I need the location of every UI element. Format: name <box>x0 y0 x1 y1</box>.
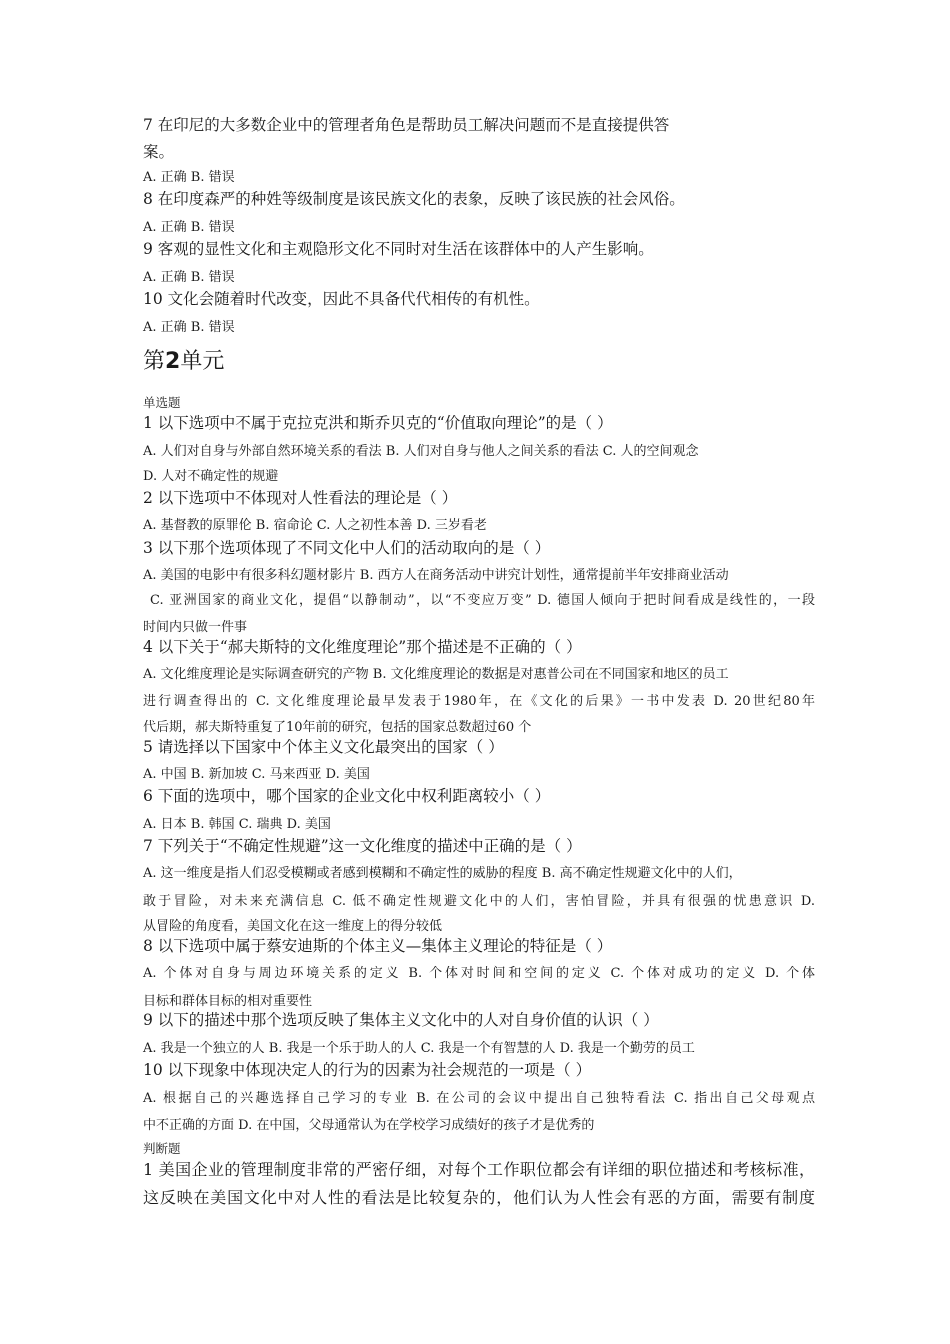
sc-question-4-options-line: 进行调查得出的 C. 文化维度理论最早发表于1980年，在《文化的后果》一书中发表 D. 20世纪80年 <box>143 694 815 709</box>
sc-question-8-options-line: A. 个体对自身与周边环境关系的定义 B. 个体对时间和空间的定义 C. 个体对成功的定义 D. 个体 <box>143 966 815 981</box>
judgement-label: 判断题 <box>143 1141 181 1156</box>
sc-question-7-options-line: 从冒险的角度看，美国文化在这一维度上的得分较低 <box>143 919 443 934</box>
single-choice-label: 单选题 <box>143 395 181 410</box>
unit1-question-9-options: A. 正确 B. 错误 <box>143 270 235 285</box>
sc-question-1-options-line: A. 人们对自身与外部自然环境关系的看法 B. 人们对自身与他人之间关系的看法 C. 人的空间观念 <box>143 444 699 459</box>
unit1-question-9: 9 客观的显性文化和主观隐形文化不同时对生活在该群体中的人产生影响。 <box>143 240 654 258</box>
sc-question-3: 3 以下那个选项体现了不同文化中人们的活动取向的是（ ） <box>143 539 551 557</box>
sc-question-4: 4 以下关于“郝夫斯特的文化维度理论”那个描述是不正确的（ ） <box>143 638 582 656</box>
sc-question-6: 6 下面的选项中，哪个国家的企业文化中权利距离较小（ ） <box>143 787 551 805</box>
sc-question-4-options-line: A. 文化维度理论是实际调查研究的产物 B. 文化维度理论的数据是对惠普公司在不同国家和地区的员工 <box>143 667 729 682</box>
sc-question-9-options-line: A. 我是一个独立的人 B. 我是一个乐于助人的人 C. 我是一个有智慧的人 D. 我是一个勤劳的员工 <box>143 1041 695 1056</box>
sc-question-7: 7 下列关于“不确定性规避”这一文化维度的描述中正确的是（ ） <box>143 837 582 855</box>
unit1-question-7: 7 在印尼的大多数企业中的管理者角色是帮助员工解决问题而不是直接提供答 <box>143 116 670 134</box>
judgement-question-1: 1 美国企业的管理制度非常的严密仔细，对每个工作职位都会有详细的职位描述和考核标准， <box>143 1160 815 1179</box>
unit2-heading: 第2单元 <box>143 349 225 374</box>
sc-question-8: 8 以下选项中属于蔡安迪斯的个体主义—集体主义理论的特征是（ ） <box>143 937 613 955</box>
unit1-question-7-cont: 案。 <box>143 143 175 161</box>
judgement-question-1-cont: 这反映在美国文化中对人性的看法是比较复杂的，他们认为人性会有恶的方面，需要有制度 <box>143 1188 815 1207</box>
unit1-question-8-options: A. 正确 B. 错误 <box>143 220 235 235</box>
sc-question-4-options-line: 代后期，郝夫斯特重复了10年前的研究，包括的国家总数超过60 个 <box>143 720 532 735</box>
sc-question-7-options-line: 敢于冒险，对未来充满信息 C. 低不确定性规避文化中的人们，害怕冒险，并具有很强的忧患意识 D. <box>143 894 815 909</box>
sc-question-7-options-line: A. 这一维度是指人们忍受模糊或者感到模糊和不确定性的威胁的程度 B. 高不确定性规避文化中的人们， <box>143 866 742 881</box>
sc-question-1: 1 以下选项中不属于克拉克洪和斯乔贝克的“价值取向理论”的是（ ） <box>143 414 613 432</box>
unit1-question-10: 10 文化会随着时代改变，因此不具备代代相传的有机性。 <box>143 290 540 308</box>
sc-question-3-options-line: C. 亚洲国家的商业文化，提倡“以静制动”，以“不变应万变” D. 德国人倾向于把时间看成是线性的，一段 <box>150 593 815 608</box>
sc-question-8-options-line: 目标和群体目标的相对重要性 <box>143 994 313 1009</box>
sc-question-1-options-line: D. 人对不确定性的规避 <box>143 469 279 484</box>
sc-question-10: 10 以下现象中体现决定人的行为的因素为社会规范的一项是（ ） <box>143 1061 592 1079</box>
sc-question-9: 9 以下的描述中那个选项反映了集体主义文化中的人对自身价值的认识（ ） <box>143 1011 659 1029</box>
sc-question-3-options-line: 时间内只做一件事 <box>143 620 248 635</box>
sc-question-6-options-line: A. 日本 B. 韩国 C. 瑞典 D. 美国 <box>143 817 331 832</box>
sc-question-2-options-line: A. 基督教的原罪伦 B. 宿命论 C. 人之初性本善 D. 三岁看老 <box>143 518 487 533</box>
unit1-question-7-options: A. 正确 B. 错误 <box>143 170 235 185</box>
sc-question-5-options-line: A. 中国 B. 新加坡 C. 马来西亚 D. 美国 <box>143 767 370 782</box>
sc-question-5: 5 请选择以下国家中个体主义文化最突出的国家（ ） <box>143 738 504 756</box>
sc-question-2: 2 以下选项中不体现对人性看法的理论是（ ） <box>143 489 458 507</box>
unit1-question-8: 8 在印度森严的种姓等级制度是该民族文化的表象，反映了该民族的社会风俗。 <box>143 190 685 208</box>
sc-question-3-options-line: A. 美国的电影中有很多科幻题材影片 B. 西方人在商务活动中讲究计划性，通常提前半年安排商业活动 <box>143 568 729 583</box>
sc-question-10-options-line: A. 根据自己的兴趣选择自己学习的专业 B. 在公司的会议中提出自己独特看法 C. 指出自己父母观点 <box>143 1091 815 1106</box>
sc-question-10-options-line: 中不正确的方面 D. 在中国，父母通常认为在学校学习成绩好的孩子才是优秀的 <box>143 1118 595 1133</box>
unit1-question-10-options: A. 正确 B. 错误 <box>143 320 235 335</box>
